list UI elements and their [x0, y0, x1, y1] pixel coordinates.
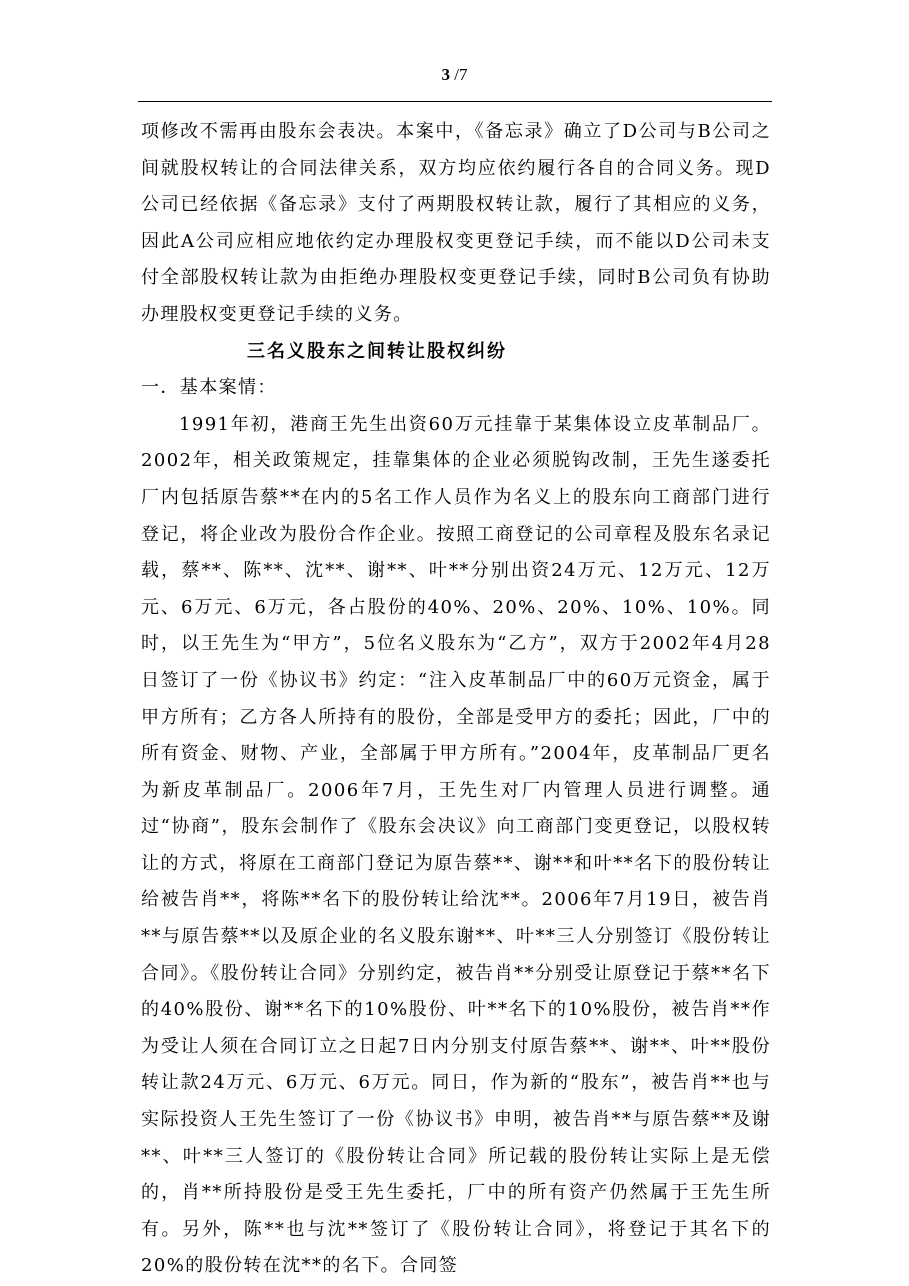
- document-body: [141, 114, 771, 1285]
- subheading: 一．基本案情：: [141, 377, 277, 399]
- header-rule: [138, 101, 772, 102]
- section-title: 三名义股东之间转让股权纠纷: [247, 340, 507, 362]
- case-paragraph: 1991年初，港商王先生出资60万元挂靠于某集体设立皮革制品厂。2002年，相关政策规定，挂靠集体的企业必须脱钩改制，王先生遂委托厂内包括原告蔡**在内的5名工作人员作为名义上的股东向工商部门进行登记，将企业改为股份合作企业。按照工商登记的公司章程及股东名录记载，蔡**、陈**、沈**、谢**、叶**分别出资24万元、12万元、12万元、6万元、6万元，各占股份的40%、20%、20%、10%、10%。同时，以王先生为“甲方”，5位名义股东为“乙方”，双方于2002年4月28日签订了一份《协议书》约定：“注入皮革制品厂中的60万元资金，属于甲方所有；乙方各人所持有的股份，全部是受甲方的委托；因此，厂中的所有资金、财物、产业，全部属于甲方所有。”2004年，皮革制品厂更名为新皮革制品厂。2006年7月，王先生对厂内管理人员进行调整。通过“协商”，股东会制作了《股东会决议》向工商部门变更登记，以股权转让的方式，将原在工商部门登记为原告蔡**、谢**和叶**名下的股份转让给被告肖**，将陈**名下的股份转让给沈**。2006年7月19日，被告肖**与原告蔡**以及原企业的名义股东谢**、叶**三人分别签订《股份转让合同》。《股份转让合同》分别约定，被告肖**分别受让原登记于蔡**名下的40%股份、谢**名下的10%股份、叶**名下的10%股份，被告肖**作为受让人须在合同订立之日起7日内分别支付原告蔡**、谢**、叶**股份转让款24万元、6万元、6万元。同日，作为新的“股东”，被告肖**也与实际投资人王先生签订了一份《协议书》申明，被告肖**与原告蔡**及谢**、叶**三人签订的《股份转让合同》所记载的股份转让实际上是无偿的，肖**所持股份是受王先生委托，厂中的所有资产仍然属于王先生所有。另外，陈**也与沈**签订了《股份转让合同》，将登记于其名下的20%的股份转在沈**的名下。合同签: [141, 413, 771, 1277]
- current-page-number: 3: [441, 65, 450, 84]
- body-paragraph: 项修改不需再由股东会表决。本案中，《备忘录》确立了D公司与B公司之间就股权转让的合同法律关系，双方均应依约履行各自的合同义务。现D公司已经依据《备忘录》支付了两期股权转让款，履行了其相应的义务，因此A公司应相应地依约定办理股权变更登记手续，而不能以D公司未支付全部股权转让款为由拒绝办理股权变更登记手续，同时B公司负有协助办理股权变更登记手续的义务。: [141, 121, 771, 325]
- page-number: [0, 64, 909, 86]
- page-separator: /: [450, 65, 459, 84]
- total-page-count: 7: [458, 65, 468, 84]
